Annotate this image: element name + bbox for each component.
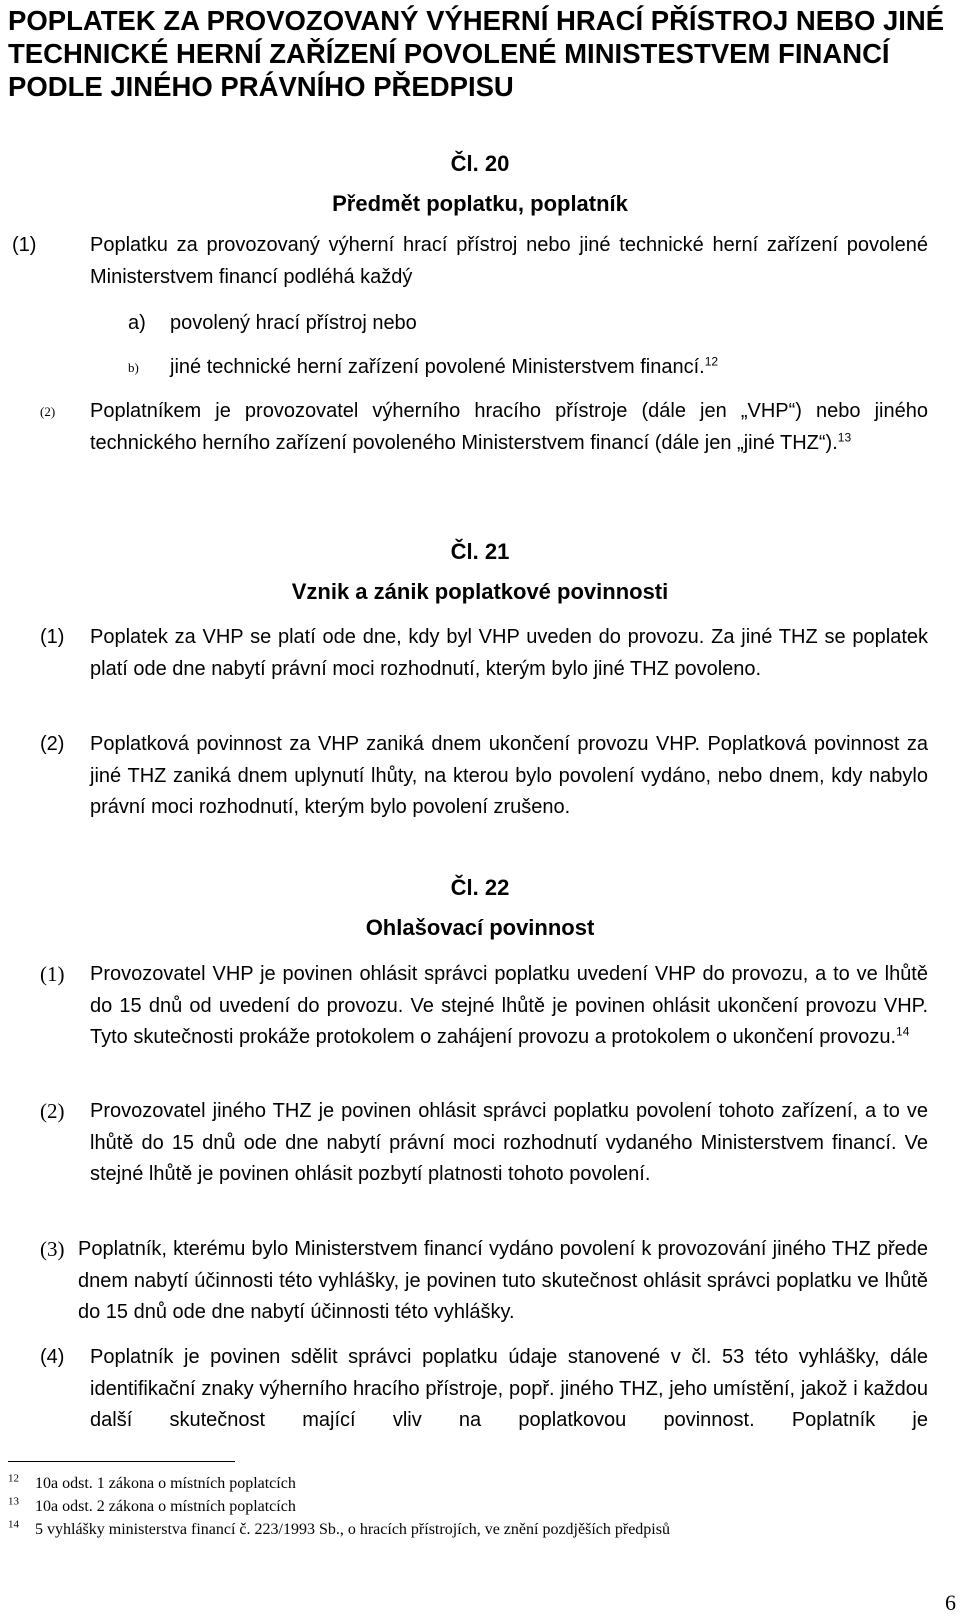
article-22-para-1-number: (1) (40, 962, 65, 986)
article-20-para-2-text: Poplatníkem je provozovatel výherního hracího přístroje (dále jen „VHP“) nebo jiného technického herního zařízení povoleného Ministerstvem financí (dále jen „jiné THZ“). (90, 400, 928, 454)
footnote-divider (8, 1461, 235, 1462)
article-22-para-4 (90, 1342, 928, 1437)
article-21-para-2-number: (2) (40, 733, 65, 755)
article-20-item-b (170, 352, 870, 384)
article-22-para-4-number: (4) (40, 1346, 65, 1368)
article-22-para-4-text: Poplatník je povinen sdělit správci poplatku údaje stanovené v čl. 53 této vyhlášky, dále identifikační znaky výherního hracího přístroje, popř. jiného THZ, jeho umístění, jakož i každou další skutečnost mající vliv na poplatkovou povinnost. Poplatník je (90, 1346, 928, 1431)
article-22-para-1-text: Provozovatel VHP je povinen ohlásit správci poplatku uvedení VHP do provozu, a to ve lhůtě do 15 dnů od uvedení do provozu. Ve stejné lhůtě je povinen ohlásit ukončení provozu VHP. Tyto skutečnosti prokáže protokolem o zahájení provozu a protokolem o ukončení provozu. (90, 963, 928, 1048)
article-22-para-3-number: (3) (40, 1237, 65, 1261)
article-21-para-1-text: Poplatek za VHP se platí ode dne, kdy byl VHP uveden do provozu. Za jiné THZ se poplatek platí ode dne nabytí právní moci rozhodnutí, kterým bylo jiné THZ povoleno. (90, 626, 928, 680)
article-21-heading: Vznik a zánik poplatkové povinnosti (291, 579, 669, 604)
article-20-item-a-label: a) (128, 312, 146, 334)
article-21-para-1 (90, 622, 928, 685)
article-21-number: Čl. 21 (450, 539, 510, 564)
footnote-12 (8, 1472, 296, 1494)
article-20-number: Čl. 20 (450, 151, 510, 176)
article-21-para-1-number: (1) (40, 626, 65, 648)
footnote-14-number: 14 (8, 1518, 19, 1531)
article-20-item-b-text: jiné technické herní zařízení povolené Ministerstvem financí. (170, 356, 705, 378)
article-21-para-2-text: Poplatková povinnost za VHP zaniká dnem ukončení provozu VHP. Poplatková povinnost za jiné THZ zaniká dnem uplynutí lhůty, na kterou bylo povolení vydáno, nebo dnem, kdy nabylo právní moci rozhodnutí, kterým bylo povolení zrušeno. (90, 733, 928, 818)
footnote-13 (8, 1495, 296, 1517)
article-22-para-3-text: Poplatník, kterému bylo Ministerstvem financí vydáno povolení k provozování jiného THZ přede dnem nabytí účinnosti této vyhlášky, je povinen tuto skutečnost ohlásit správci poplatku ve lhůtě do 15 dnů ode dne nabytí účinnosti této vyhlášky. (78, 1238, 928, 1323)
article-20-para-2 (90, 396, 928, 459)
document-title: POPLATEK ZA PROVOZOVANÝ VÝHERNÍ HRACÍ PŘÍSTROJ NEBO JINÉ TECHNICKÉ HERNÍ ZAŘÍZENÍ POVOLENÉ MINISTESTVEM FINANCÍ PODLE JINÉHO PRÁVNÍHO PŘEDPISU (8, 5, 945, 102)
footnote-13-number: 13 (8, 1495, 19, 1508)
article-22-number: Čl. 22 (450, 875, 510, 900)
article-20-para-2-body (90, 396, 928, 459)
article-22-para-1 (90, 959, 928, 1054)
article-20-para-2-number: (2) (40, 404, 56, 419)
article-22-heading: Ohlašovací povinnost (365, 915, 595, 940)
article-22-para-2-number: (2) (40, 1099, 65, 1123)
footnote-13-text: 10a odst. 2 zákona o místních poplatcích (35, 1498, 296, 1515)
footnote-12-number: 12 (8, 1472, 19, 1485)
article-20-item-a (170, 308, 870, 340)
article-20-para-1 (90, 230, 928, 293)
footnote-ref-12[interactable]: 12 (704, 354, 719, 369)
article-22-para-2 (90, 1096, 928, 1191)
footnote-ref-14[interactable]: 14 (896, 1024, 910, 1039)
footnote-12-text: 10a odst. 1 zákona o místních poplatcích (35, 1475, 296, 1492)
article-22-para-3 (78, 1234, 928, 1329)
article-20-heading: Předmět poplatku, poplatník (332, 191, 628, 216)
footnote-14-text: 5 vyhlášky ministerstva financí č. 223/1993 Sb., o hracích přístrojích, ve znění pozdjěších předpisů (35, 1521, 670, 1538)
footnote-14 (8, 1518, 670, 1540)
footnote-ref-13[interactable]: 13 (837, 429, 852, 444)
page-number: 6 (945, 1590, 956, 1615)
article-20-para-1-number: (1) (12, 234, 37, 256)
article-22-para-2-text: Provozovatel jiného THZ je povinen ohlásit správci poplatku povolení tohoto zařízení, a to ve lhůtě do 15 dnů ode dne nabytí právní moci rozhodnutí vydaného Ministerstvem financí. Ve stejné lhůtě je povinen ohlásit pozbytí platnosti tohoto povolení. (90, 1100, 928, 1185)
article-21-para-2 (90, 729, 928, 824)
article-20-item-a-text: povolený hrací přístroj nebo (170, 312, 417, 334)
article-20-item-b-label: b) (128, 360, 139, 375)
article-22-para-1-body (90, 959, 928, 1054)
article-20-para-1-text: Poplatku za provozovaný výherní hrací přístroj nebo jiné technické herní zařízení povolené Ministerstvem financí podléhá každý (90, 234, 928, 288)
